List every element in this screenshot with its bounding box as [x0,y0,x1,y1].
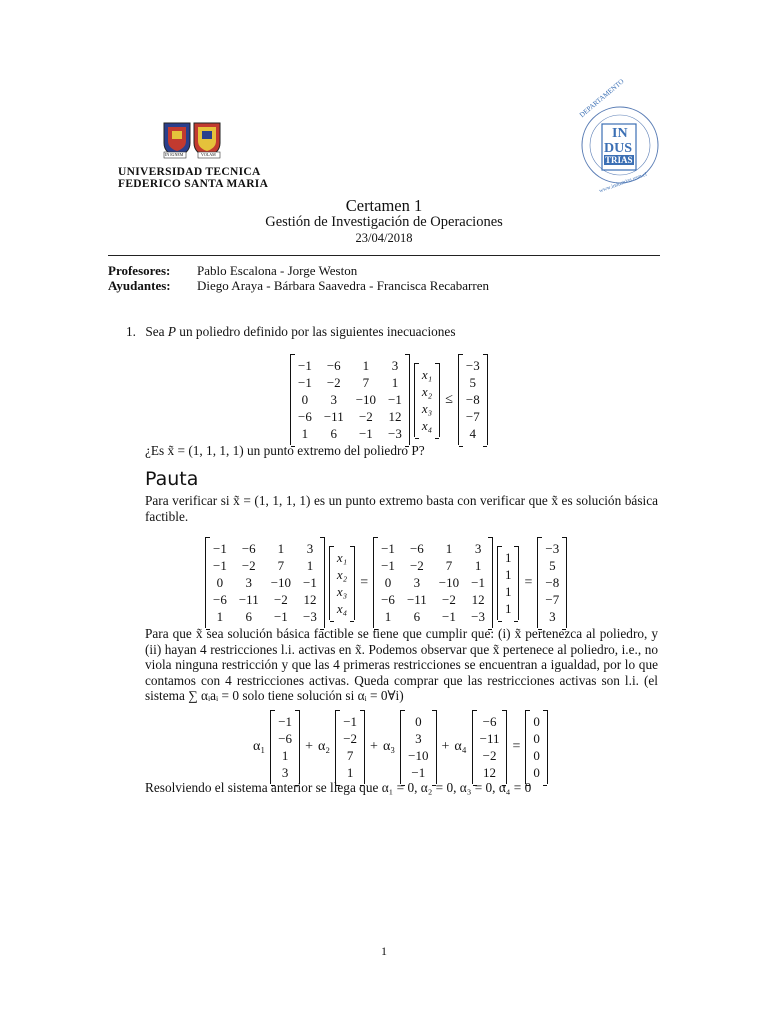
question-number: 1. [126,324,136,339]
equals-symbol-2: = [524,574,533,590]
matrix-cell: 12 [471,592,485,607]
matrix-cell: −1 [298,375,312,390]
alpha-4: α₄ [454,739,467,754]
matrix-cell: 3 [413,575,421,590]
matrix-a-copy [205,537,325,628]
vector-entry: −10 [408,748,429,763]
matrix-cell: 6 [330,426,338,441]
matrix-cell: 0 [301,392,309,407]
vector-b [458,354,488,445]
column-3 [400,710,436,784]
exam-date: 23/04/2018 [355,231,413,245]
matrix-cell: −2 [241,558,256,573]
dept-logo-letter-1: IN [612,126,628,141]
pauta-paragraph: Para que x̃ sea solución básica factible se tiene que cumplir que: (i) x̃ pertenezca al poliedro, y (ii) hayan 4 restricciones l.i. activas en x̃. Podemos observar que x̃ pertenece al poliedro, i.e., no viola ninguna restricción y que las 4 primeras restricciones se encuentran a igualdad, por lo que contamos con 4 restricciones activas. Queda comprar que las restricciones activas son l.i. (el sistema ∑ αᵢaᵢ = 0 solo tiene solución si αᵢ = 0∀i) [145,626,658,703]
matrix-cell: 6 [413,609,421,624]
matrix-cell: 7 [362,375,370,390]
vector-entry: 5 [469,375,477,390]
vector-entry: −7 [545,592,560,607]
vector-entry: 1 [504,549,512,565]
exam-title: Certamen 1 [345,196,423,215]
equals-symbol-1: = [360,574,369,590]
vector-entry: −3 [545,541,560,556]
vector-entry: 1 [281,748,289,763]
university-name-line2: FEDERICO SANTA MARIA [118,178,269,190]
matrix-cell: 3 [474,541,482,556]
matrix-cell: −1 [273,609,288,624]
matrix-cell: −10 [438,575,460,590]
vector-entry: x₄ [421,417,433,433]
crest-right-text: VOLAM [201,152,216,157]
page-number: 1 [381,944,387,958]
vector-entry: x₂ [336,566,348,582]
vector-entry: 3 [549,609,556,624]
verification-equation [205,537,567,628]
vector-entry: −6 [278,731,293,746]
matrix-cell: 1 [301,426,309,441]
leq-symbol: ≤ [445,391,453,407]
matrix-cell: −6 [381,592,395,607]
matrix-cell: −11 [323,409,344,424]
pauta-intro: Para verificar si x̃ = (1, 1, 1, 1) es un punto extremo basta con verificar que x̃ es solución básica factible. [145,493,658,524]
alpha-1: α₁ [253,739,266,754]
matrix-cell: −2 [409,558,424,573]
matrix-cell: 12 [303,592,317,607]
matrix-cell: −1 [303,575,317,590]
matrix-cell: −2 [326,375,341,390]
matrix-cell: 1 [362,358,370,373]
vector-entry: −11 [479,731,500,746]
matrix-cell: 3 [245,575,253,590]
vector-entry: −6 [482,714,497,729]
linear-independence-equation [248,710,548,784]
title-rule [108,255,660,256]
pauta-conclusion: Resolviendo el sistema anterior se llega que α₁ = 0, α₂ = 0, α₃ = 0, α₄ = 0 [145,780,532,795]
dept-logo-word: DEPARTAMENTO [578,77,626,120]
matrix-cell: 1 [277,541,285,556]
vector-entry: 12 [483,765,497,780]
vector-entry: −7 [465,409,480,424]
vector-entry: −2 [343,731,358,746]
matrix-cell: −10 [355,392,377,407]
equals-symbol-3: = [512,739,521,754]
vector-ones [497,546,520,620]
vector-x-copy [329,546,355,620]
matrix-cell: 6 [245,609,253,624]
vector-entry: 3 [281,765,289,780]
vector-entry: 0 [415,714,422,729]
matrix-cell: −6 [298,409,312,424]
vector-entry: 7 [346,748,354,763]
vector-entry: 5 [549,558,556,573]
matrix-cell: −3 [471,609,485,624]
profesores-value: Pablo Escalona - Jorge Weston [197,263,358,278]
matrix-cell: 12 [388,409,402,424]
vector-entry: 1 [504,583,512,599]
vector-entry: −2 [482,748,497,763]
plus-3: + [441,739,450,754]
matrix-cell: −1 [298,358,312,373]
matrix-a [290,354,410,445]
matrix-cell: −11 [238,592,259,607]
alpha-3: α₃ [382,739,396,754]
question-symbol: P [167,324,176,339]
matrix-cell: −6 [241,541,256,556]
inequality-system [290,354,488,445]
vector-entry: −1 [411,765,426,780]
vector-entry: −1 [343,714,358,729]
vector-entry: x₁ [336,549,348,565]
column-2 [335,710,365,784]
column-4 [472,710,508,784]
matrix-cell: −1 [442,609,456,624]
matrix-cell: 3 [306,541,314,556]
matrix-cell: 1 [306,558,314,573]
matrix-cell: −10 [270,575,292,590]
matrix-cell: −1 [213,541,227,556]
vector-x [414,363,440,437]
vector-entry: −1 [278,714,293,729]
matrix-cell: −1 [358,426,373,441]
matrix-cell: −3 [303,609,317,624]
matrix-cell: −11 [406,592,427,607]
vector-entry: x₃ [336,583,348,599]
vector-entry: 4 [469,426,477,441]
ayudantes-value: Diego Araya - Bárbara Saavedra - Francisca Recabarren [197,278,489,293]
matrix-a-copy-2 [373,537,493,628]
column-1 [270,710,300,784]
dept-logo-url: www.industrias.usm.cl [598,171,648,195]
matrix-cell: −1 [381,558,395,573]
vector-entry: 0 [533,765,540,780]
profesores-label: Profesores: [108,263,171,278]
vector-entry: 0 [533,748,540,763]
matrix-cell: 1 [384,609,392,624]
vector-entry: 0 [533,714,540,729]
matrix-cell: 1 [391,375,399,390]
plus-1: + [305,739,313,754]
vector-entry: x₃ [421,400,433,416]
matrix-cell: −6 [409,541,424,556]
matrix-cell: 3 [391,358,399,373]
question-statement [126,324,456,340]
matrix-cell: −6 [213,592,227,607]
matrix-cell: −2 [273,592,288,607]
matrix-cell: 1 [216,609,224,624]
vector-entry: x₄ [336,600,348,616]
matrix-cell: −6 [326,358,341,373]
vector-entry: 1 [504,600,512,616]
matrix-cell: 3 [330,392,338,407]
matrix-cell: −1 [388,392,402,407]
crest-left-text: IN IGNEM [165,152,184,157]
pauta-heading: Pauta [145,468,199,490]
vector-entry: x₁ [421,366,433,382]
vector-entry: x₂ [421,383,433,399]
dept-logo-letter-2: DUS [604,141,633,156]
question-ask: ¿Es x̃ = (1, 1, 1, 1) un punto extremo del poliedro P? [145,443,425,458]
vector-entry: 0 [533,731,540,746]
ayudantes-label: Ayudantes: [108,278,171,293]
university-name-line1: UNIVERSIDAD TECNICA [118,166,261,178]
zero-vector [525,710,548,784]
matrix-cell: −2 [442,592,456,607]
vector-entry: 3 [415,731,422,746]
question-text-after: un poliedro definido por las siguientes inecuaciones [179,324,456,339]
vector-entry: −8 [465,392,480,407]
matrix-cell: −3 [388,426,402,441]
matrix-cell: −1 [381,541,395,556]
plus-2: + [370,739,378,754]
vector-entry: 1 [504,566,512,582]
dept-logo-letter-3: TRIAS [605,155,633,165]
matrix-cell: −2 [358,409,373,424]
matrix-cell: 7 [277,558,285,573]
matrix-cell: 7 [445,558,453,573]
alpha-2: α₂ [317,739,331,754]
vector-entry: −3 [465,358,480,373]
vector-result [537,537,567,628]
question-text-before: Sea [145,324,165,339]
vector-entry: −8 [545,575,560,590]
matrix-cell: 1 [474,558,482,573]
matrix-cell: −1 [471,575,485,590]
course-title: Gestión de Investigación de Operaciones [265,214,503,230]
matrix-cell: 1 [445,541,453,556]
matrix-cell: 0 [384,575,392,590]
vector-entry: 1 [346,765,354,780]
matrix-cell: 0 [216,575,224,590]
matrix-cell: −1 [213,558,227,573]
